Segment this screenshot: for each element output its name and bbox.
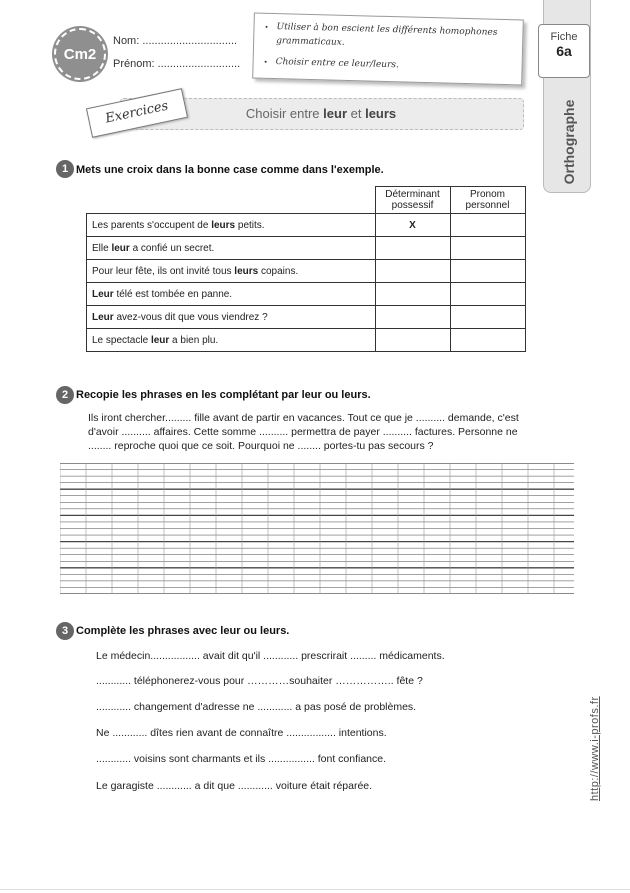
question-instruction: Complète les phrases avec leur ou leurs.	[76, 625, 290, 637]
sentence-cell: Le spectacle leur a bien plu.	[87, 329, 376, 352]
fill-line[interactable]: Le médecin................. avait dit qu'il ............ prescrirait ......... médicaments.	[96, 650, 445, 662]
fill-line[interactable]: ............ voisins sont charmants et ils ................ font confiance.	[96, 753, 387, 765]
writing-lines[interactable]	[60, 463, 574, 594]
fill-line[interactable]: ............ téléphonerez-vous pour …………souhaiter …………….. fête ?	[96, 675, 423, 687]
fiche-number: 6a	[556, 43, 572, 59]
table-row	[87, 260, 526, 283]
table-row	[87, 329, 526, 352]
det-cell[interactable]	[375, 237, 450, 260]
objectives-card	[252, 12, 524, 85]
sentence-cell: Pour leur fête, ils ont invité tous leurs copains.	[87, 260, 376, 283]
sentence-cell: Leur avez-vous dit que vous viendrez ?	[87, 306, 376, 329]
det-cell[interactable]: X	[375, 214, 450, 237]
det-cell[interactable]	[375, 329, 450, 352]
table-row	[87, 214, 526, 237]
exercise-text: Ils iront chercher......... fille avant de partir en vacances. Tout ce que je .......... demande, c'est d'avoir .......... affaires. Cette somme .......... permettra de payer .......... factures. Personne ne ........ reproche quoi que ce soit. Pourquoi ne ........ portes-tu pas secours ?	[88, 412, 519, 452]
pron-cell[interactable]	[450, 306, 525, 329]
table-row	[87, 283, 526, 306]
table-row	[87, 306, 526, 329]
fill-line[interactable]: ............ changement d'adresse ne ............ a pas posé de problèmes.	[96, 701, 417, 713]
col-header-det: Déterminant possessif	[375, 187, 450, 214]
divider	[0, 889, 630, 890]
sentence-cell: Elle leur a confié un secret.	[87, 237, 376, 260]
subject-label: Orthographe	[561, 99, 577, 185]
question-number: 1	[56, 160, 74, 178]
pron-cell[interactable]	[450, 283, 525, 306]
website-link[interactable]: http://www.i-profs.fr	[589, 696, 601, 801]
fill-line[interactable]: Le garagiste ............ a dit que ............ voiture était réparée.	[96, 780, 373, 792]
det-cell[interactable]	[375, 306, 450, 329]
pron-cell[interactable]	[450, 214, 525, 237]
fiche-label: Fiche	[550, 31, 578, 43]
page-title: Choisir entre leur et leurs	[245, 106, 397, 121]
pron-cell[interactable]	[450, 329, 525, 352]
objective-item: • Utiliser à bon escient les différents homophones grammaticaux.	[276, 20, 523, 55]
question-number: 3	[56, 622, 74, 640]
question-instruction: Recopie les phrases en les complétant par leur ou leurs.	[76, 389, 371, 401]
sentence-cell: Les parents s'occupent de leurs petits.	[87, 214, 376, 237]
question-number: 2	[56, 386, 74, 404]
classification-table	[86, 186, 526, 352]
det-cell[interactable]	[375, 260, 450, 283]
col-header-pron: Pronom personnel	[450, 187, 525, 214]
exercises-label: Exercices	[86, 88, 188, 138]
level-badge: Cm2	[54, 28, 106, 80]
table-row	[87, 237, 526, 260]
pron-cell[interactable]	[450, 237, 525, 260]
prenom-field[interactable]: Prénom: ...........................	[113, 58, 241, 70]
sentence-cell: Leur télé est tombée en panne.	[87, 283, 376, 306]
det-cell[interactable]	[375, 283, 450, 306]
question-instruction: Mets une croix dans la bonne case comme dans l'exemple.	[76, 164, 384, 176]
fiche-box	[538, 24, 590, 78]
pron-cell[interactable]	[450, 260, 525, 283]
fill-line[interactable]: Ne ............ dîtes rien avant de connaître ................. intentions.	[96, 727, 387, 739]
nom-field[interactable]: Nom: ...............................	[113, 35, 238, 47]
objective-item: • Choisir entre ce leur/leurs.	[275, 55, 521, 76]
